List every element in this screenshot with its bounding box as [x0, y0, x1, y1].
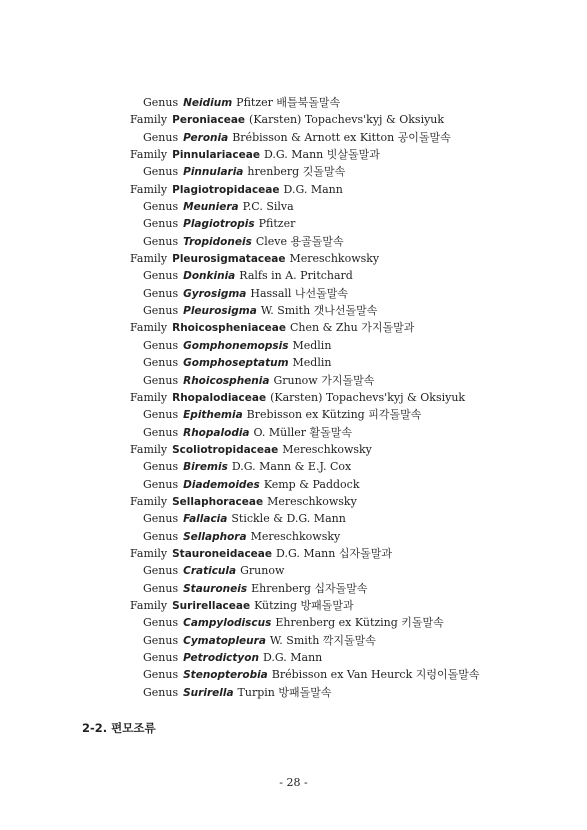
- taxonomy-list: [0, 94, 587, 701]
- taxon-name: Gomphonemopsis: [183, 339, 289, 352]
- genus-entry: [0, 406, 587, 423]
- authority-text: O. Müller 활돌말속: [253, 425, 353, 439]
- authority-text: Grunow 가지돌말속: [273, 373, 375, 387]
- authority-text: D.G. Mann 빗살돌말과: [263, 148, 380, 162]
- rank-label: Family: [130, 321, 168, 335]
- genus-entry: [0, 684, 587, 701]
- family-entry: [0, 250, 587, 267]
- authority-text: Mereschkowsky: [250, 529, 341, 543]
- rank-label: Family: [130, 598, 168, 612]
- authority-text: Brebisson ex Kützing 피각돌말속: [246, 408, 422, 422]
- authority-text: Brébisson & Arnott ex Kitton 공이돌말속: [232, 130, 451, 144]
- authority-text: Mereschkowsky: [267, 494, 357, 508]
- taxon-name: Plagiotropis: [183, 218, 255, 231]
- taxon-name: Pinnularia: [183, 166, 244, 179]
- taxon-name: Surirellaceae: [172, 599, 251, 612]
- rank-label: Genus: [143, 130, 179, 144]
- genus-entry: [0, 285, 587, 302]
- rank-label: Family: [130, 546, 168, 560]
- authority-text: Pfitzer 배틀북돌말속: [236, 96, 341, 109]
- rank-label: Genus: [143, 581, 179, 595]
- genus-entry: [0, 458, 587, 475]
- rank-label: Family: [130, 148, 168, 162]
- taxon-name: Sellaphora: [183, 530, 247, 543]
- authority-text: Pfitzer: [258, 217, 296, 231]
- rank-label: Genus: [143, 200, 179, 214]
- authority-text: Kemp & Paddock: [263, 477, 360, 491]
- family-entry: [0, 111, 587, 128]
- authority-text: Mereschkowsky: [289, 252, 380, 266]
- taxon-name: Plagiotropidaceae: [172, 183, 280, 196]
- rank-label: Genus: [143, 338, 179, 352]
- rank-label: Family: [130, 494, 168, 508]
- taxon-name: Neidium: [183, 97, 233, 109]
- authority-text: Brébisson ex Van Heurck 지렁이돌말속: [271, 668, 480, 682]
- genus-entry: [0, 649, 587, 666]
- family-entry: [0, 493, 587, 510]
- rank-label: Genus: [143, 286, 179, 300]
- genus-entry: [0, 614, 587, 631]
- family-entry: [0, 441, 587, 458]
- authority-text: P.C. Silva: [242, 200, 294, 214]
- taxon-name: Gyrosigma: [183, 287, 247, 300]
- authority-text: Medlin: [292, 356, 332, 370]
- family-entry: [0, 319, 587, 336]
- authority-text: W. Smith 깍지돌말속: [269, 633, 376, 647]
- authority-text: Chen & Zhu 가지돌말과: [290, 321, 415, 335]
- rank-label: Genus: [143, 685, 179, 699]
- rank-label: Family: [130, 442, 168, 456]
- genus-entry: [0, 129, 587, 146]
- authority-text: Hassall 나선돌말속: [250, 286, 349, 300]
- taxon-name: Campylodiscus: [183, 617, 272, 630]
- rank-label: Genus: [143, 269, 179, 283]
- rank-label: Family: [130, 390, 168, 404]
- authority-text: Cleve 용골돌말속: [255, 234, 344, 248]
- authority-text: D.G. Mann & E.J. Cox: [231, 460, 352, 474]
- family-entry: [0, 545, 587, 562]
- authority-text: (Karsten) Topachevs'kyj & Oksiyuk: [270, 390, 466, 404]
- taxon-name: Rhoicosphenia: [183, 374, 270, 387]
- rank-label: Family: [130, 252, 168, 266]
- authority-text: D.G. Mann 십자돌말과: [276, 546, 392, 560]
- taxon-name: Rhopalodia: [183, 426, 250, 439]
- taxon-name: Meuniera: [183, 201, 239, 214]
- rank-label: Genus: [143, 234, 179, 248]
- taxon-name: Donkinia: [183, 270, 236, 283]
- taxon-name: Biremis: [183, 461, 228, 474]
- genus-entry: [0, 354, 587, 371]
- rank-label: Genus: [143, 356, 179, 370]
- taxon-name: Epithemia: [183, 409, 243, 422]
- genus-entry: [0, 372, 587, 389]
- taxon-name: Diademoides: [183, 478, 260, 491]
- family-entry: [0, 181, 587, 198]
- genus-entry: [0, 215, 587, 232]
- rank-label: Genus: [143, 425, 179, 439]
- taxon-name: Petrodictyon: [183, 652, 259, 664]
- rank-label: Genus: [143, 304, 179, 318]
- authority-text: W. Smith 갯나선돌말속: [260, 304, 378, 318]
- authority-text: D.G. Mann: [262, 651, 323, 664]
- family-entry: [0, 146, 587, 163]
- rank-label: Genus: [143, 512, 179, 526]
- taxon-name: Surirella: [183, 686, 234, 699]
- rank-label: Genus: [143, 564, 179, 578]
- rank-label: Genus: [143, 668, 179, 682]
- rank-label: Genus: [143, 217, 179, 231]
- rank-label: Genus: [143, 651, 179, 664]
- genus-entry: [0, 510, 587, 527]
- rank-label: Family: [130, 182, 168, 196]
- section-heading: 2-2. 편모조류: [82, 721, 156, 735]
- genus-entry: [0, 528, 587, 545]
- taxon-name: Pleurosigmataceae: [172, 253, 286, 266]
- authority-text: Kützing 방패돌말과: [254, 598, 354, 612]
- genus-entry: [0, 302, 587, 319]
- family-entry: [0, 389, 587, 406]
- rank-label: Family: [130, 113, 168, 127]
- taxon-name: Cymatopleura: [183, 634, 266, 647]
- rank-label: Genus: [143, 165, 179, 179]
- genus-entry: [0, 476, 587, 493]
- taxon-name: Scoliotropidaceae: [172, 443, 279, 456]
- authority-text: Turpin 방패돌말속: [237, 685, 332, 699]
- taxon-name: Rhoicospheniaceae: [172, 322, 287, 335]
- page-number: - 28 -: [279, 776, 308, 789]
- rank-label: Genus: [143, 373, 179, 387]
- taxon-name: Tropidoneis: [183, 235, 252, 248]
- genus-entry: [0, 424, 587, 441]
- taxon-name: Peroniaceae: [172, 114, 246, 127]
- rank-label: Genus: [143, 616, 179, 630]
- genus-entry: [0, 267, 587, 284]
- taxon-name: Stenopterobia: [183, 669, 268, 682]
- authority-text: hrenberg 깃돌말속: [247, 165, 346, 179]
- genus-entry: [0, 198, 587, 215]
- genus-entry: [0, 94, 587, 111]
- taxon-name: Stauroneis: [183, 582, 248, 595]
- rank-label: Genus: [143, 477, 179, 491]
- genus-entry: [0, 337, 587, 354]
- taxon-name: Rhopalodiaceae: [172, 391, 267, 404]
- taxon-name: Gomphoseptatum: [183, 357, 289, 370]
- authority-text: D.G. Mann: [283, 182, 343, 196]
- taxon-name: Fallacia: [183, 513, 228, 526]
- taxon-name: Pleurosigma: [183, 305, 257, 318]
- genus-entry: [0, 562, 587, 579]
- genus-entry: [0, 666, 587, 683]
- authority-text: Stickle & D.G. Mann: [231, 512, 346, 526]
- authority-text: Ralfs in A. Pritchard: [239, 269, 353, 283]
- genus-entry: [0, 233, 587, 250]
- taxon-name: Craticula: [183, 565, 237, 578]
- authority-text: Grunow: [240, 564, 285, 578]
- rank-label: Genus: [143, 460, 179, 474]
- genus-entry: [0, 580, 587, 597]
- authority-text: Mereschkowsky: [282, 442, 372, 456]
- authority-text: Medlin: [292, 338, 332, 352]
- authority-text: (Karsten) Topachevs'kyj & Oksiyuk: [249, 113, 445, 127]
- taxon-name: Stauroneidaceae: [172, 547, 273, 560]
- rank-label: Genus: [143, 529, 179, 543]
- rank-label: Genus: [143, 96, 179, 109]
- genus-entry: [0, 163, 587, 180]
- rank-label: Genus: [143, 633, 179, 647]
- taxon-name: Peronia: [183, 131, 229, 144]
- authority-text: Ehrenberg ex Kützing 키돌말속: [275, 616, 444, 630]
- genus-entry: [0, 632, 587, 649]
- rank-label: Genus: [143, 408, 179, 422]
- family-entry: [0, 597, 587, 614]
- taxon-name: Sellaphoraceae: [172, 495, 264, 508]
- taxon-name: Pinnulariaceae: [172, 149, 260, 162]
- authority-text: Ehrenberg 십자돌말속: [251, 581, 368, 595]
